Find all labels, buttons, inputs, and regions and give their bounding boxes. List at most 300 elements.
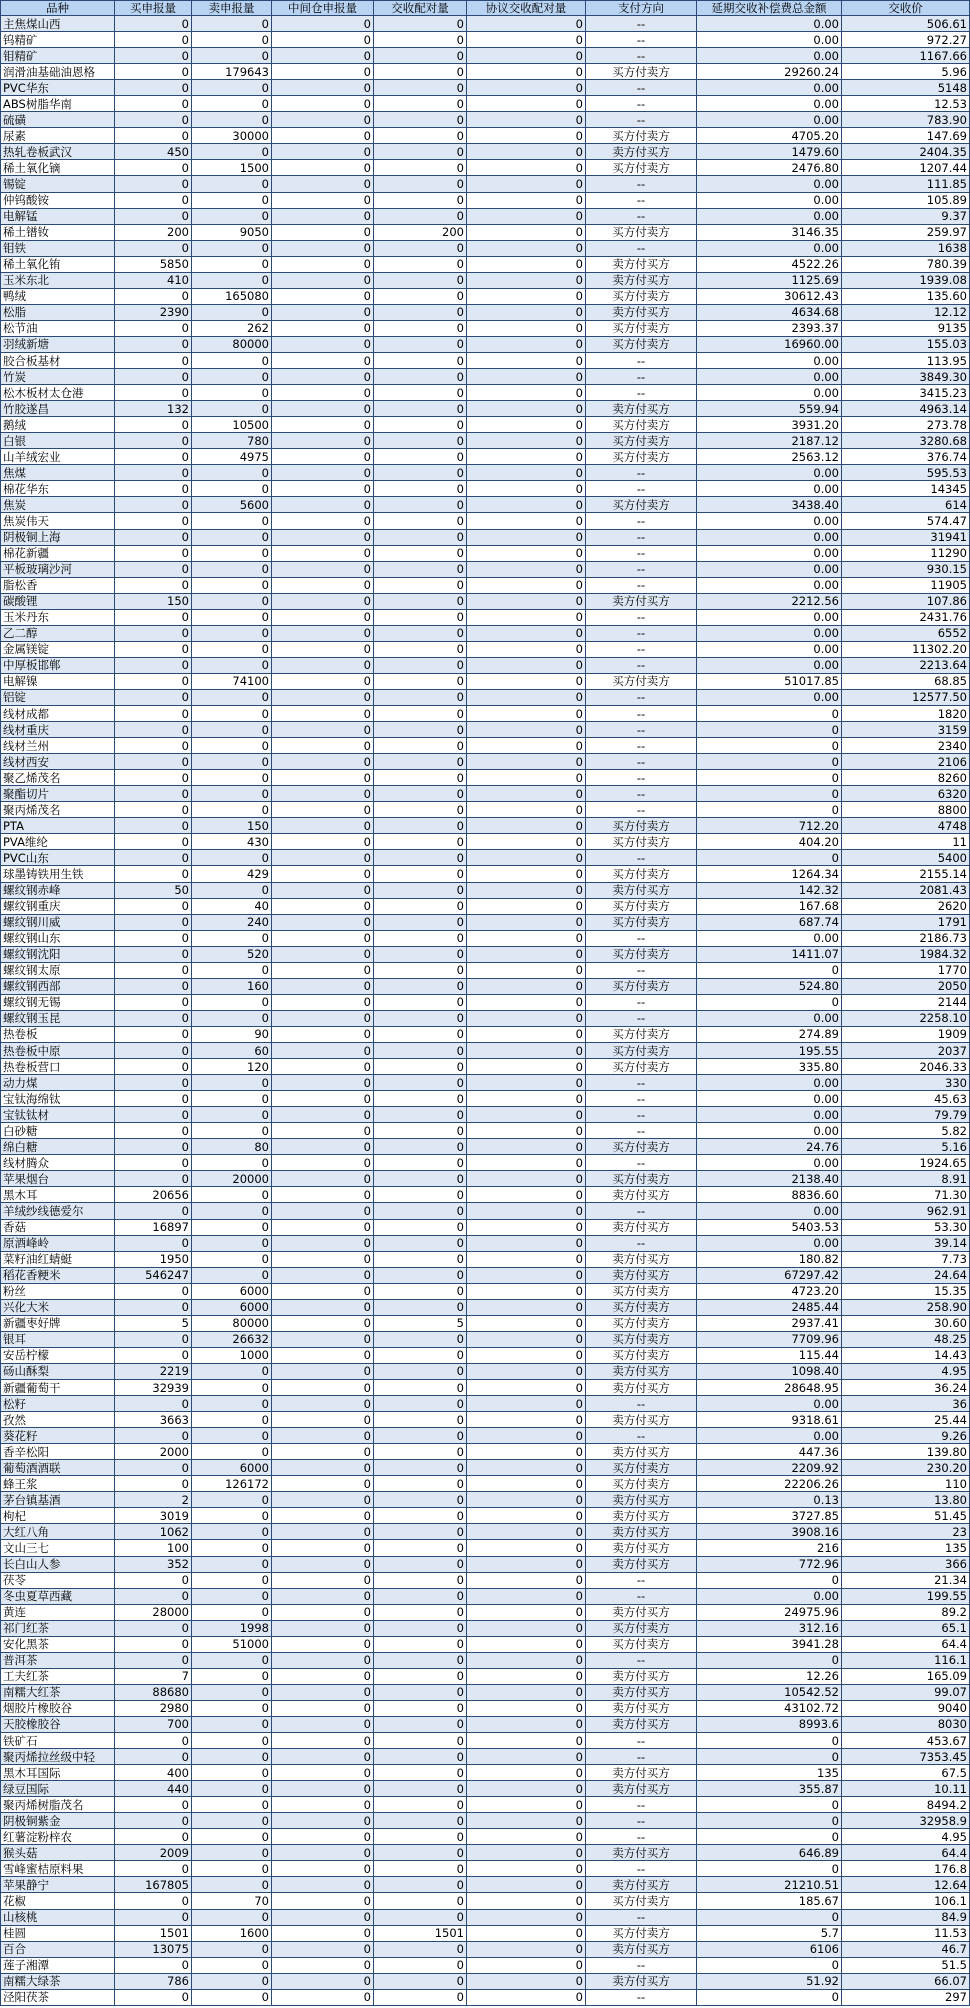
cell-agreement-matched: 0 xyxy=(467,946,586,962)
cell-mid-warehouse: 0 xyxy=(272,1476,374,1492)
cell-mid-warehouse: 0 xyxy=(272,1684,374,1700)
cell-sell-declared: 0 xyxy=(192,1813,272,1829)
cell-matched: 0 xyxy=(374,1444,467,1460)
cell-mid-warehouse: 0 xyxy=(272,1107,374,1123)
cell-matched: 0 xyxy=(374,577,467,593)
table-row xyxy=(1,1877,970,1893)
cell-agreement-matched: 0 xyxy=(467,320,586,336)
cell-pay-direction: -- xyxy=(586,32,697,48)
cell-delivery-price: 147.69 xyxy=(842,128,970,144)
table-row xyxy=(1,1379,970,1395)
cell-delivery-price: 139.80 xyxy=(842,1444,970,1460)
table-row xyxy=(1,673,970,689)
cell-mid-warehouse: 0 xyxy=(272,1139,374,1155)
cell-agreement-matched: 0 xyxy=(467,786,586,802)
cell-agreement-matched: 0 xyxy=(467,1749,586,1765)
cell-agreement-matched: 0 xyxy=(467,1235,586,1251)
cell-sell-declared: 0 xyxy=(192,1604,272,1620)
cell-variety: 工夫红茶 xyxy=(1,1668,115,1684)
cell-variety: 电解锰 xyxy=(1,208,115,224)
cell-sell-declared: 1998 xyxy=(192,1620,272,1636)
cell-delivery-price: 2620 xyxy=(842,898,970,914)
cell-delivery-price: 574.47 xyxy=(842,513,970,529)
cell-matched: 0 xyxy=(374,1845,467,1861)
cell-matched: 0 xyxy=(374,818,467,834)
cell-matched: 0 xyxy=(374,850,467,866)
cell-variety: 脂松香 xyxy=(1,577,115,593)
cell-sell-declared: 0 xyxy=(192,1524,272,1540)
cell-variety: 稀土氧化镝 xyxy=(1,160,115,176)
cell-buy-declared: 0 xyxy=(115,818,192,834)
cell-mid-warehouse: 0 xyxy=(272,641,374,657)
cell-variety: 线材成都 xyxy=(1,706,115,722)
cell-delivery-price: 366 xyxy=(842,1556,970,1572)
cell-delivery-price: 21.34 xyxy=(842,1572,970,1588)
cell-matched: 0 xyxy=(374,417,467,433)
cell-buy-declared: 0 xyxy=(115,1989,192,2005)
cell-matched: 0 xyxy=(374,1749,467,1765)
cell-sell-declared: 120 xyxy=(192,1059,272,1075)
table-row xyxy=(1,1636,970,1652)
cell-mid-warehouse: 0 xyxy=(272,609,374,625)
cell-compensation: 216 xyxy=(697,1540,842,1556)
cell-matched: 0 xyxy=(374,1684,467,1700)
cell-compensation: 404.20 xyxy=(697,834,842,850)
cell-variety: 烟胶片橡胶谷 xyxy=(1,1700,115,1716)
cell-buy-declared: 0 xyxy=(115,722,192,738)
cell-buy-declared: 0 xyxy=(115,834,192,850)
cell-mid-warehouse: 0 xyxy=(272,128,374,144)
cell-pay-direction: 买方付卖方 xyxy=(586,336,697,352)
cell-mid-warehouse: 0 xyxy=(272,1043,374,1059)
cell-matched: 0 xyxy=(374,1797,467,1813)
cell-variety: 羽绒新塘 xyxy=(1,336,115,352)
cell-sell-declared: 0 xyxy=(192,930,272,946)
cell-compensation: 0.00 xyxy=(697,561,842,577)
cell-compensation: 2187.12 xyxy=(697,433,842,449)
cell-sell-declared: 0 xyxy=(192,1444,272,1460)
cell-matched: 0 xyxy=(374,930,467,946)
cell-variety: 金属镁锭 xyxy=(1,641,115,657)
cell-delivery-price: 2037 xyxy=(842,1043,970,1059)
cell-pay-direction: -- xyxy=(586,754,697,770)
cell-pay-direction: -- xyxy=(586,561,697,577)
cell-buy-declared: 5850 xyxy=(115,256,192,272)
cell-variety: 钼铁 xyxy=(1,240,115,256)
cell-agreement-matched: 0 xyxy=(467,1877,586,1893)
cell-mid-warehouse: 0 xyxy=(272,850,374,866)
cell-compensation: 24975.96 xyxy=(697,1604,842,1620)
cell-agreement-matched: 0 xyxy=(467,449,586,465)
cell-compensation: 4522.26 xyxy=(697,256,842,272)
cell-delivery-price: 3280.68 xyxy=(842,433,970,449)
cell-buy-declared: 132 xyxy=(115,401,192,417)
cell-agreement-matched: 0 xyxy=(467,1396,586,1412)
cell-mid-warehouse: 0 xyxy=(272,1363,374,1379)
cell-delivery-price: 2213.64 xyxy=(842,657,970,673)
cell-sell-declared: 165080 xyxy=(192,288,272,304)
cell-mid-warehouse: 0 xyxy=(272,1123,374,1139)
cell-variety: 胶合板基材 xyxy=(1,352,115,368)
cell-compensation: 3908.16 xyxy=(697,1524,842,1540)
cell-matched: 0 xyxy=(374,946,467,962)
cell-pay-direction: -- xyxy=(586,722,697,738)
cell-pay-direction: 买方付卖方 xyxy=(586,1476,697,1492)
cell-matched: 0 xyxy=(374,320,467,336)
cell-delivery-price: 68.85 xyxy=(842,673,970,689)
cell-mid-warehouse: 0 xyxy=(272,1075,374,1091)
cell-agreement-matched: 0 xyxy=(467,593,586,609)
cell-sell-declared: 0 xyxy=(192,369,272,385)
cell-matched: 0 xyxy=(374,112,467,128)
cell-variety: 文山三七 xyxy=(1,1540,115,1556)
cell-buy-declared: 0 xyxy=(115,385,192,401)
cell-mid-warehouse: 0 xyxy=(272,160,374,176)
cell-mid-warehouse: 0 xyxy=(272,1460,374,1476)
cell-buy-declared: 0 xyxy=(115,433,192,449)
cell-matched: 0 xyxy=(374,834,467,850)
cell-agreement-matched: 0 xyxy=(467,1700,586,1716)
cell-pay-direction: -- xyxy=(586,369,697,385)
cell-mid-warehouse: 0 xyxy=(272,1299,374,1315)
cell-variety: 宝钛海绵钛 xyxy=(1,1091,115,1107)
cell-buy-declared: 13075 xyxy=(115,1941,192,1957)
cell-buy-declared: 100 xyxy=(115,1540,192,1556)
cell-compensation: 9318.61 xyxy=(697,1412,842,1428)
table-row xyxy=(1,1652,970,1668)
cell-buy-declared: 0 xyxy=(115,657,192,673)
cell-delivery-price: 51.45 xyxy=(842,1508,970,1524)
cell-pay-direction: 卖方付买方 xyxy=(586,1540,697,1556)
cell-compensation: 4723.20 xyxy=(697,1283,842,1299)
cell-matched: 0 xyxy=(374,1476,467,1492)
table-row xyxy=(1,96,970,112)
cell-matched: 0 xyxy=(374,1107,467,1123)
cell-pay-direction: -- xyxy=(586,962,697,978)
cell-pay-direction: 买方付卖方 xyxy=(586,1331,697,1347)
cell-delivery-price: 259.97 xyxy=(842,224,970,240)
cell-matched: 0 xyxy=(374,706,467,722)
table-row xyxy=(1,1412,970,1428)
cell-pay-direction: -- xyxy=(586,176,697,192)
cell-matched: 0 xyxy=(374,1299,467,1315)
cell-pay-direction: -- xyxy=(586,80,697,96)
cell-mid-warehouse: 0 xyxy=(272,1861,374,1877)
cell-matched: 0 xyxy=(374,160,467,176)
table-row xyxy=(1,32,970,48)
cell-delivery-price: 1939.08 xyxy=(842,272,970,288)
cell-pay-direction: -- xyxy=(586,738,697,754)
cell-agreement-matched: 0 xyxy=(467,1604,586,1620)
cell-compensation: 0.00 xyxy=(697,240,842,256)
cell-pay-direction: 卖方付买方 xyxy=(586,1363,697,1379)
cell-delivery-price: 84.9 xyxy=(842,1909,970,1925)
cell-matched: 0 xyxy=(374,401,467,417)
cell-matched: 0 xyxy=(374,1572,467,1588)
cell-compensation: 0.00 xyxy=(697,1123,842,1139)
cell-mid-warehouse: 0 xyxy=(272,1091,374,1107)
cell-pay-direction: -- xyxy=(586,1123,697,1139)
cell-sell-declared: 0 xyxy=(192,1251,272,1267)
cell-sell-declared: 0 xyxy=(192,192,272,208)
cell-mid-warehouse: 0 xyxy=(272,224,374,240)
cell-matched: 0 xyxy=(374,1219,467,1235)
cell-agreement-matched: 0 xyxy=(467,80,586,96)
cell-variety: 松木板材太仓港 xyxy=(1,385,115,401)
cell-matched: 0 xyxy=(374,738,467,754)
cell-variety: 砀山酥梨 xyxy=(1,1363,115,1379)
cell-matched: 0 xyxy=(374,1957,467,1973)
table-row xyxy=(1,1749,970,1765)
cell-pay-direction: -- xyxy=(586,1989,697,2005)
cell-agreement-matched: 0 xyxy=(467,545,586,561)
cell-matched: 0 xyxy=(374,256,467,272)
cell-pay-direction: -- xyxy=(586,48,697,64)
cell-sell-declared: 0 xyxy=(192,80,272,96)
cell-variety: 主焦煤山西 xyxy=(1,16,115,32)
cell-mid-warehouse: 0 xyxy=(272,304,374,320)
cell-pay-direction: -- xyxy=(586,513,697,529)
cell-buy-declared: 546247 xyxy=(115,1267,192,1283)
cell-buy-declared: 0 xyxy=(115,1043,192,1059)
cell-compensation: 0.00 xyxy=(697,689,842,705)
cell-delivery-price: 13.80 xyxy=(842,1492,970,1508)
cell-pay-direction: -- xyxy=(586,529,697,545)
cell-delivery-price: 45.63 xyxy=(842,1091,970,1107)
cell-pay-direction: 买方付卖方 xyxy=(586,1620,697,1636)
cell-mid-warehouse: 0 xyxy=(272,834,374,850)
cell-buy-declared: 0 xyxy=(115,96,192,112)
cell-delivery-price: 330 xyxy=(842,1075,970,1091)
cell-agreement-matched: 0 xyxy=(467,1813,586,1829)
cell-pay-direction: 卖方付买方 xyxy=(586,144,697,160)
cell-matched: 0 xyxy=(374,545,467,561)
cell-delivery-price: 780.39 xyxy=(842,256,970,272)
cell-matched: 0 xyxy=(374,1556,467,1572)
cell-sell-declared: 0 xyxy=(192,401,272,417)
cell-variety: 枸杞 xyxy=(1,1508,115,1524)
cell-delivery-price: 116.1 xyxy=(842,1652,970,1668)
cell-variety: 天胶橡胶谷 xyxy=(1,1716,115,1732)
table-row xyxy=(1,641,970,657)
cell-mid-warehouse: 0 xyxy=(272,898,374,914)
cell-delivery-price: 25.44 xyxy=(842,1412,970,1428)
cell-delivery-price: 8494.2 xyxy=(842,1797,970,1813)
cell-delivery-price: 79.79 xyxy=(842,1107,970,1123)
cell-agreement-matched: 0 xyxy=(467,1251,586,1267)
cell-delivery-price: 14.43 xyxy=(842,1347,970,1363)
cell-matched: 0 xyxy=(374,994,467,1010)
cell-sell-declared: 0 xyxy=(192,481,272,497)
cell-compensation: 3931.20 xyxy=(697,417,842,433)
cell-delivery-price: 2050 xyxy=(842,978,970,994)
cell-matched: 0 xyxy=(374,336,467,352)
table-row xyxy=(1,946,970,962)
table-row xyxy=(1,1219,970,1235)
cell-delivery-price: 8.91 xyxy=(842,1171,970,1187)
table-row xyxy=(1,1203,970,1219)
table-row xyxy=(1,609,970,625)
table-row xyxy=(1,369,970,385)
cell-mid-warehouse: 0 xyxy=(272,706,374,722)
cell-sell-declared: 0 xyxy=(192,1765,272,1781)
cell-delivery-price: 9.26 xyxy=(842,1428,970,1444)
cell-sell-declared: 10500 xyxy=(192,417,272,433)
cell-sell-declared: 0 xyxy=(192,240,272,256)
cell-compensation: 0.00 xyxy=(697,32,842,48)
cell-matched: 0 xyxy=(374,1652,467,1668)
table-row xyxy=(1,722,970,738)
cell-variety: 螺纹钢玉昆 xyxy=(1,1010,115,1026)
cell-pay-direction: -- xyxy=(586,1733,697,1749)
table-row xyxy=(1,256,970,272)
cell-mid-warehouse: 0 xyxy=(272,561,374,577)
cell-sell-declared: 429 xyxy=(192,866,272,882)
cell-pay-direction: 卖方付买方 xyxy=(586,1187,697,1203)
cell-variety: 安岳柠檬 xyxy=(1,1347,115,1363)
cell-matched: 0 xyxy=(374,1492,467,1508)
cell-variety: PVC山东 xyxy=(1,850,115,866)
cell-compensation: 355.87 xyxy=(697,1781,842,1797)
cell-compensation: 0 xyxy=(697,1861,842,1877)
cell-pay-direction: -- xyxy=(586,112,697,128)
cell-agreement-matched: 0 xyxy=(467,818,586,834)
cell-compensation: 0.00 xyxy=(697,1075,842,1091)
cell-matched: 0 xyxy=(374,786,467,802)
cell-buy-declared: 0 xyxy=(115,112,192,128)
cell-sell-declared: 430 xyxy=(192,834,272,850)
cell-matched: 0 xyxy=(374,1428,467,1444)
cell-sell-declared: 0 xyxy=(192,1941,272,1957)
cell-compensation: 0.00 xyxy=(697,1428,842,1444)
cell-pay-direction: 卖方付买方 xyxy=(586,304,697,320)
cell-buy-declared: 400 xyxy=(115,1765,192,1781)
cell-variety: 钼精矿 xyxy=(1,48,115,64)
cell-mid-warehouse: 0 xyxy=(272,1941,374,1957)
cell-compensation: 24.76 xyxy=(697,1139,842,1155)
cell-mid-warehouse: 0 xyxy=(272,1428,374,1444)
cell-agreement-matched: 0 xyxy=(467,433,586,449)
table-row xyxy=(1,1604,970,1620)
cell-matched: 0 xyxy=(374,1877,467,1893)
cell-delivery-price: 8260 xyxy=(842,770,970,786)
cell-sell-declared: 0 xyxy=(192,1861,272,1877)
cell-sell-declared: 0 xyxy=(192,1155,272,1171)
cell-sell-declared: 9050 xyxy=(192,224,272,240)
cell-variety: 竹炭 xyxy=(1,369,115,385)
cell-sell-declared: 0 xyxy=(192,272,272,288)
cell-compensation: 43102.72 xyxy=(697,1700,842,1716)
cell-mid-warehouse: 0 xyxy=(272,978,374,994)
table-row xyxy=(1,1845,970,1861)
table-row xyxy=(1,48,970,64)
cell-variety: PTA xyxy=(1,818,115,834)
cell-delivery-price: 2404.35 xyxy=(842,144,970,160)
cell-agreement-matched: 0 xyxy=(467,272,586,288)
cell-sell-declared: 0 xyxy=(192,1556,272,1572)
cell-compensation: 4634.68 xyxy=(697,304,842,320)
cell-pay-direction: -- xyxy=(586,577,697,593)
cell-matched: 0 xyxy=(374,16,467,32)
cell-variety: 鸭绒 xyxy=(1,288,115,304)
cell-variety: 动力煤 xyxy=(1,1075,115,1091)
cell-mid-warehouse: 0 xyxy=(272,1267,374,1283)
cell-matched: 200 xyxy=(374,224,467,240)
cell-agreement-matched: 0 xyxy=(467,1861,586,1877)
cell-compensation: 0 xyxy=(697,1957,842,1973)
table-row xyxy=(1,914,970,930)
cell-compensation: 0.00 xyxy=(697,96,842,112)
cell-sell-declared: 126172 xyxy=(192,1476,272,1492)
cell-pay-direction: -- xyxy=(586,1075,697,1091)
cell-agreement-matched: 0 xyxy=(467,1781,586,1797)
cell-sell-declared: 0 xyxy=(192,1749,272,1765)
cell-mid-warehouse: 0 xyxy=(272,1877,374,1893)
cell-compensation: 0.00 xyxy=(697,1203,842,1219)
cell-pay-direction: -- xyxy=(586,1652,697,1668)
cell-agreement-matched: 0 xyxy=(467,1524,586,1540)
cell-compensation: 559.94 xyxy=(697,401,842,417)
cell-buy-declared: 0 xyxy=(115,930,192,946)
table-row xyxy=(1,192,970,208)
cell-variety: 黑木耳 xyxy=(1,1187,115,1203)
cell-delivery-price: 39.14 xyxy=(842,1235,970,1251)
cell-mid-warehouse: 0 xyxy=(272,1700,374,1716)
cell-variety: 硫磺 xyxy=(1,112,115,128)
cell-pay-direction: 卖方付买方 xyxy=(586,272,697,288)
cell-variety: 蜂王浆 xyxy=(1,1476,115,1492)
col-header-mid-warehouse: 中间仓申报量 xyxy=(272,1,374,16)
cell-delivery-price: 10.11 xyxy=(842,1781,970,1797)
col-header-pay-direction: 支付方向 xyxy=(586,1,697,16)
cell-sell-declared: 0 xyxy=(192,1829,272,1845)
cell-agreement-matched: 0 xyxy=(467,914,586,930)
cell-sell-declared: 0 xyxy=(192,1091,272,1107)
cell-pay-direction: 卖方付买方 xyxy=(586,1508,697,1524)
cell-mid-warehouse: 0 xyxy=(272,786,374,802)
cell-pay-direction: 买方付卖方 xyxy=(586,433,697,449)
cell-variety: 阴极铜上海 xyxy=(1,529,115,545)
table-row xyxy=(1,754,970,770)
table-row xyxy=(1,1492,970,1508)
cell-sell-declared: 150 xyxy=(192,818,272,834)
cell-mid-warehouse: 0 xyxy=(272,1155,374,1171)
cell-agreement-matched: 0 xyxy=(467,1347,586,1363)
cell-agreement-matched: 0 xyxy=(467,64,586,80)
cell-variety: 聚乙烯茂名 xyxy=(1,770,115,786)
cell-variety: 稀土氧化铕 xyxy=(1,256,115,272)
cell-sell-declared: 40 xyxy=(192,898,272,914)
cell-buy-declared: 0 xyxy=(115,1909,192,1925)
cell-compensation: 687.74 xyxy=(697,914,842,930)
cell-agreement-matched: 0 xyxy=(467,1299,586,1315)
cell-sell-declared: 0 xyxy=(192,529,272,545)
cell-delivery-price: 5.82 xyxy=(842,1123,970,1139)
cell-mid-warehouse: 0 xyxy=(272,689,374,705)
cell-delivery-price: 297 xyxy=(842,1989,970,2005)
cell-mid-warehouse: 0 xyxy=(272,481,374,497)
cell-variety: 菜籽油红蜻蜓 xyxy=(1,1251,115,1267)
col-header-delivery-price: 交收价 xyxy=(842,1,970,16)
cell-variety: 桂圆 xyxy=(1,1925,115,1941)
cell-delivery-price: 64.4 xyxy=(842,1845,970,1861)
cell-mid-warehouse: 0 xyxy=(272,1235,374,1251)
cell-sell-declared: 0 xyxy=(192,657,272,673)
cell-mid-warehouse: 0 xyxy=(272,80,374,96)
cell-delivery-price: 2106 xyxy=(842,754,970,770)
table-row xyxy=(1,1797,970,1813)
cell-buy-declared: 0 xyxy=(115,336,192,352)
